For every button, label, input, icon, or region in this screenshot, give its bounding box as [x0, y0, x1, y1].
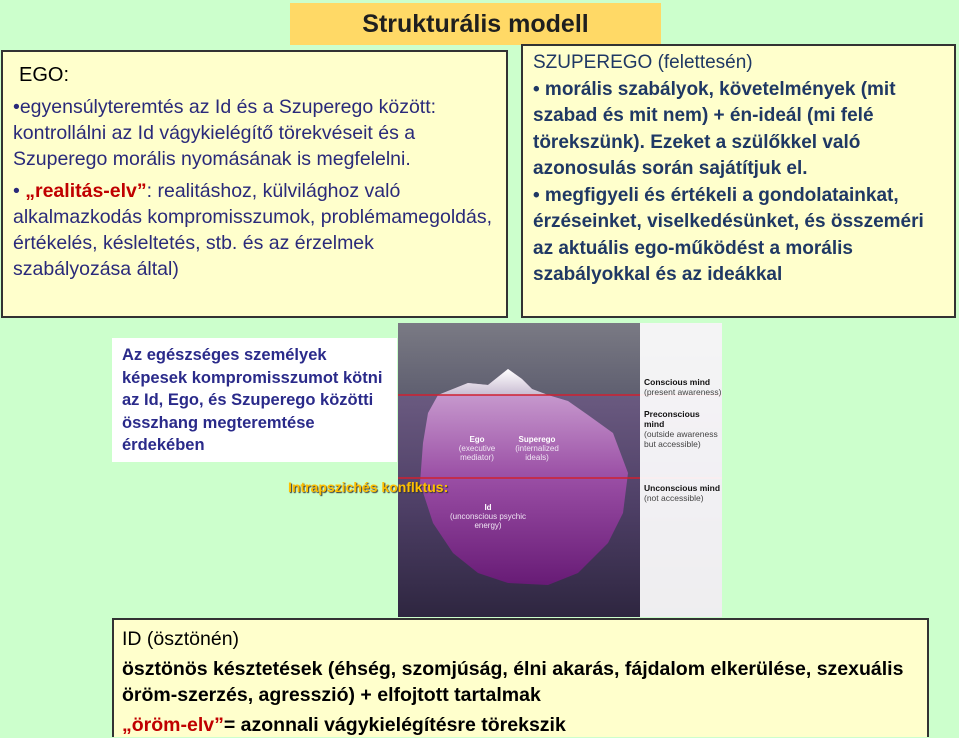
healthy-compromise-note: Az egészséges személyek képesek kompromisszumot kötni az Id, Ego, és Szuperego közötti összhang megteremtése érdekében	[112, 338, 397, 462]
ego-panel	[1, 50, 508, 318]
legend-preconscious-sub: (outside awareness but accessible)	[644, 429, 718, 449]
pleasure-principle-description: = azonnali vágykielégítésre törekszik	[223, 714, 566, 736]
id-pleasure-principle	[122, 712, 919, 738]
reality-principle: „realitás-elv”	[25, 180, 147, 202]
id-drives: ösztönös késztetések (éhség, szomjúság, élni akarás, fájdalom elkerülése, szexuális öröm-szerzés, agresszió) + elfojtott tartalmak	[122, 658, 904, 706]
superego-label-title: Superego	[518, 435, 556, 444]
bullet-marker: •	[13, 180, 20, 202]
page-title: Strukturális modell	[290, 3, 661, 45]
id-label-sub: (unconscious psychic energy)	[449, 512, 527, 530]
superego-panel	[521, 44, 956, 318]
iceberg-legend	[640, 323, 722, 617]
ego-bullet-balance: •egyensúlyteremtés az Id és a Szuperego között: kontrollálni az Id vágykielégítő törekvéseit és a Szuperego morális nyomásának is megfelelni.	[13, 96, 437, 170]
id-panel	[112, 618, 929, 737]
legend-conscious	[644, 377, 721, 397]
reality-description: : realitáshoz, külvilághoz való alkalmazkodás kompromisszumok, problémamegoldás, értékelés, késleltetés, stb. és az érzelmek szabályozása által)	[13, 180, 493, 280]
ego-label-sub: (executive mediator)	[458, 444, 496, 462]
legend-preconscious-title: Preconscious mind	[644, 409, 700, 429]
superego-bullet-monitor: • megfigyeli és értékeli a gondolatainkat, érzéseinket, viselkedésünket, és összeméri az aktuális ego-működést a morális szabályokkal és az ideákkal	[533, 184, 924, 285]
legend-unconscious-sub: (not accessible)	[644, 493, 704, 503]
ego-label	[452, 435, 502, 462]
id-heading: ID (ösztönén)	[122, 628, 240, 650]
legend-conscious-title: Conscious mind	[644, 377, 711, 387]
superego-bullet-rules: • morális szabályok, követelmények (mit szabad és mit nem) + én-ideál (mi felé törekszünk). Ezeket a szülőkkel való azonosulás során sajátítjuk el.	[533, 78, 896, 179]
ego-label-title: Ego	[469, 435, 485, 444]
legend-conscious-sub: (present awareness)	[644, 387, 722, 397]
ego-heading: EGO:	[19, 64, 70, 86]
legend-unconscious-title: Unconscious mind	[644, 483, 721, 493]
legend-preconscious	[644, 409, 722, 449]
superego-label	[508, 435, 566, 462]
id-label-title: Id	[484, 503, 492, 512]
id-label	[446, 503, 530, 530]
superego-heading: SZUPEREGO (felettesén)	[533, 52, 753, 73]
intrapsychic-conflict-label: Intrapszichés konflktus:	[288, 479, 449, 495]
ego-bullet-reality	[13, 178, 496, 282]
legend-unconscious	[644, 483, 720, 503]
superego-label-sub: (internalized ideals)	[515, 444, 559, 462]
pleasure-principle-term: „öröm-elv”	[122, 714, 224, 736]
